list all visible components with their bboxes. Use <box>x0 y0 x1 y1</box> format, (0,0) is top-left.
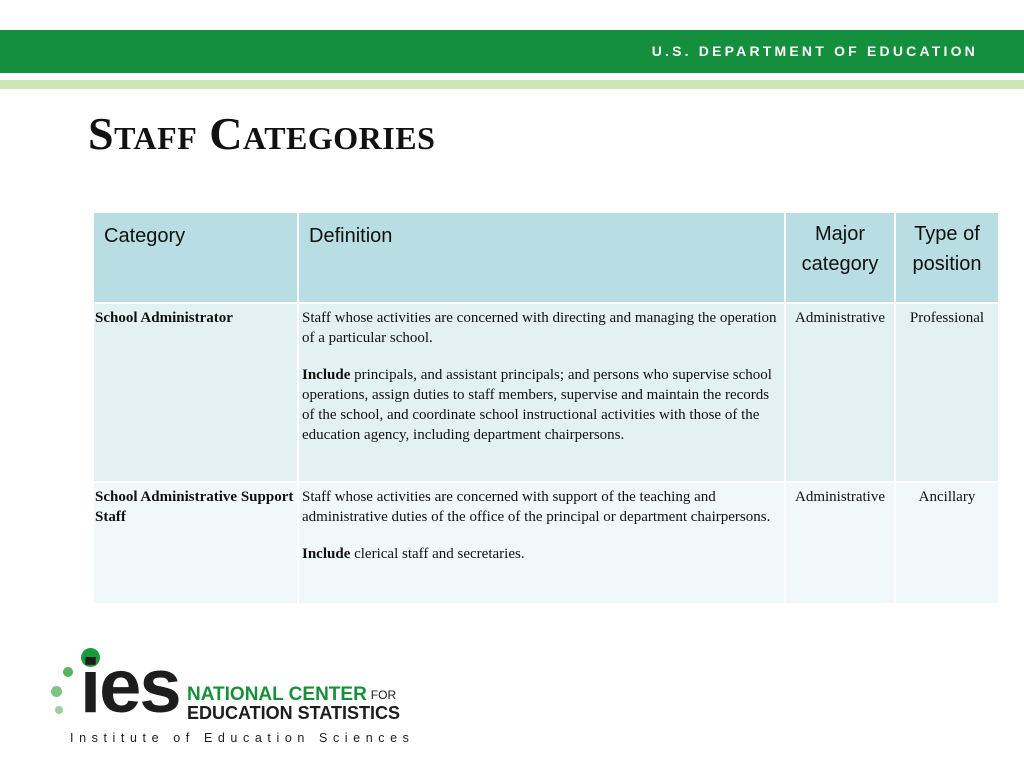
page-title: Staff Categories <box>88 108 436 159</box>
header-category: Category <box>94 213 298 303</box>
table-header-row <box>94 213 999 303</box>
header-accent-band <box>0 80 1024 89</box>
header-definition: Definition <box>298 213 785 303</box>
row-category: School Administrator <box>94 303 298 482</box>
logo-line2: EDUCATION STATISTICS <box>187 703 400 723</box>
staff-categories-table <box>94 213 1000 605</box>
logo-acronym: ies <box>80 644 180 729</box>
row-definition <box>298 303 785 482</box>
header-type-of-position: Type of position <box>895 213 999 303</box>
logo-dot <box>63 667 73 677</box>
department-label: U.S. DEPARTMENT OF EDUCATION <box>651 43 978 59</box>
include-label: Include <box>302 546 351 562</box>
row-definition <box>298 482 785 604</box>
include-paragraph <box>302 544 781 564</box>
row-major-category: Administrative <box>785 303 895 482</box>
logo-line1-text: NATIONAL CENTER <box>187 684 367 705</box>
row-type-of-position: Ancillary <box>895 482 999 604</box>
row-category: School Administrative Support Staff <box>94 482 298 604</box>
logo-line1-suffix: FOR <box>370 688 397 702</box>
row-major-category: Administrative <box>785 482 895 604</box>
include-paragraph <box>302 365 781 445</box>
include-label: Include <box>302 367 351 383</box>
include-text: clerical staff and secretaries. <box>350 546 525 562</box>
table-row <box>94 482 999 604</box>
definition-text: Staff whose activities are concerned with support of the teaching and administrative duties of the office of the principal or department chairpersons. <box>302 489 771 525</box>
logo-subtitle: Institute of Education Sciences <box>70 731 415 745</box>
row-type-of-position: Professional <box>895 303 999 482</box>
logo-line1 <box>187 686 396 704</box>
logo-dot <box>55 706 63 714</box>
include-text: principals, and assistant principals; and persons who supervise school operations, assign duties to staff members, supervise and maintain the records of the school, and coordinate school instructional activities with those of the education agency, including department chairpersons. <box>302 367 772 443</box>
table-row <box>94 303 999 482</box>
definition-text: Staff whose activities are concerned with directing and managing the operation of a particular school. <box>302 310 777 346</box>
logo-dot <box>51 686 62 697</box>
header-major-category: Major category <box>785 213 895 303</box>
